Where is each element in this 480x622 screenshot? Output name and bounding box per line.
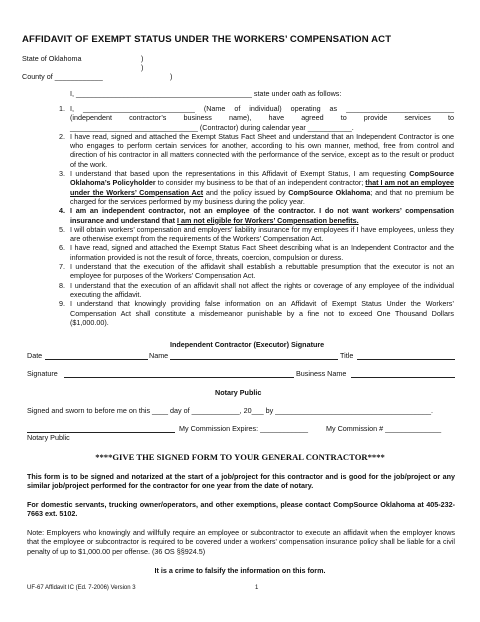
statement-1 — [22, 104, 454, 132]
statement-number: 5. — [59, 224, 65, 234]
statement-6 — [22, 243, 454, 262]
signature-field[interactable] — [64, 377, 294, 378]
document-title: AFFIDAVIT OF EXEMPT STATUS UNDER THE WORKERS’ COMPENSATION ACT — [22, 34, 392, 45]
not-eligible-emphasis: I am not eligible for Workers’ Compensation benefits. — [177, 215, 359, 225]
contact-paragraph: For domestic servants, trucking owner/operators, and other exemptions, please contact CompSource Oklahoma at 405-232-7663 ext. 5102. — [27, 500, 455, 519]
name-field[interactable] — [170, 359, 338, 360]
statement-number: 2. — [59, 131, 65, 141]
statement-text: I understand that the execution of an affidavit shall not affect the rights or coverage of any employee of the individual executing the affidavit. — [70, 280, 454, 299]
signature-label: Signature — [27, 369, 58, 378]
page-number: 1 — [255, 585, 259, 591]
falsify-warning: It is a crime to falsify the information on this form. — [154, 566, 326, 575]
statement-text: I understand that based upon the representations in this Affidavit of Exempt Status, I am requesting — [70, 169, 410, 179]
business-name-label: Business Name — [296, 369, 347, 378]
venue-state: State of Oklahoma — [22, 54, 82, 63]
statement-number: 9. — [59, 299, 65, 309]
notary-public-label: Notary Public — [27, 433, 70, 442]
date-field[interactable] — [45, 359, 148, 360]
give-form-banner: ****GIVE THE SIGNED FORM TO YOUR GENERAL CONTRACTOR**** — [95, 452, 385, 462]
statement-3 — [22, 169, 454, 206]
statement-text: and the policy issued by — [203, 187, 289, 197]
statement-text: I understand that the execution of the affidavit shall establish a rebuttable presumption that the executor is not an employee for purposes of the Workers’ Compensation Act. — [70, 262, 454, 281]
venue-paren-3: ) — [170, 72, 173, 81]
oath-line: I, ____________________________________________ state under oath as follows: — [70, 89, 342, 98]
statement-number: 8. — [59, 280, 65, 290]
statement-text: I am an independent contractor, not an employee of the contractor. I do not want workers’ compensation insurance and understand that — [70, 206, 454, 225]
statement-text: I understand that knowingly providing false information on an Affidavit of Exempt Status Under the Workers’ Compensation Act shall constitute a misdemeanor punishable by a fine not to exceed One Thousand Dollars ($1,000.00). — [70, 299, 454, 327]
notary-heading: Notary Public — [215, 388, 262, 397]
statement-number: 4. — [59, 206, 65, 216]
venue-county: County of ____________ — [22, 72, 103, 81]
policyholder-emphasis: CompSource Oklahoma’s Policyholder — [70, 169, 454, 188]
name-label: Name — [149, 351, 169, 360]
notary-sworn-line: Signed and sworn to before me on this ____ day of ____________, 20___ by _______________________________________. — [27, 406, 434, 415]
statement-number: 6. — [59, 243, 65, 253]
statement-7 — [22, 262, 454, 281]
commission-number: My Commission # ______________ — [326, 424, 442, 433]
statement-text: ; and that no premium be charged for the services performed by my business during the policy year. — [70, 187, 454, 206]
date-label: Date — [27, 351, 43, 360]
statement-1-line-2: (independent contractor’s business name), have agreed to provide services to — [70, 113, 454, 123]
statement-2 — [22, 132, 454, 169]
statement-number: 1. — [59, 104, 65, 113]
statement-4 — [22, 206, 454, 225]
statement-9 — [22, 299, 454, 327]
validity-paragraph: This form is to be signed and notarized at the start of a job/project for this contractor and is good for the job/project or any similar job/project performed for the contractor for one year from the date of notary. — [27, 472, 455, 491]
venue-paren-1: ) — [141, 54, 144, 63]
statement-1-line-1: I, ____________________________ (Name of individual) operating as ___________________________ — [70, 104, 454, 113]
statement-8 — [22, 281, 454, 300]
statement-text: I have read, signed and attached the Exempt Status Fact Sheet and understand that an Independent Contractor is one who engages to perform certain services for another, according to his own manner, method, free from control and direction of his contractor in all matters connected with the performance of the service, except as to the result or product of the work. — [70, 131, 454, 169]
contractor-signature-heading: Independent Contractor (Executor) Signature — [170, 340, 325, 349]
statement-1-line-3: ________________________________ (Contractor) during calendar year ___________. — [70, 122, 354, 132]
business-name-field[interactable] — [351, 377, 455, 378]
penalty-note: Note: Employers who knowingly and willfully require an employee or subcontractor to execute an affidavit when the employer knows that the employee or subcontractor is required to be covered under a workers’ compensation insurance policy shall be liable for a civil penalty of up to $1,000.00 per offense. (36 OS §§924.5) — [27, 528, 455, 556]
statement-text: to consider my business to be that of an independent contractor; — [155, 178, 366, 188]
venue-paren-2: ) — [141, 63, 144, 72]
statement-number: 7. — [59, 262, 65, 272]
statement-number: 3. — [59, 169, 65, 179]
affidavit-statements — [22, 104, 454, 327]
compsource-emphasis: CompSource Oklahoma — [288, 187, 371, 197]
statement-text: I have read, signed and attached the Exempt Status Fact Sheet describing what is an Independent Contractor and the information provided is not the result of force, threats, coercion, compulsion or duress. — [70, 243, 454, 262]
statement-5 — [22, 225, 454, 244]
form-id: UF-67 Affidavit IC (Ed. 7-2006) Version 3 — [27, 585, 136, 591]
title-field[interactable] — [357, 359, 455, 360]
not-employee-emphasis: that I am not an employee under the Workers’ Compensation Act — [70, 178, 454, 197]
commission-expires: My Commission Expires: ____________ — [179, 424, 309, 433]
statement-text: I will obtain workers’ compensation and employers’ liability insurance for my employees if I have employees, unless they are otherwise exempt from the requirements of the Workers’ Compensation Act. — [70, 224, 454, 244]
title-label: Title — [340, 351, 354, 360]
